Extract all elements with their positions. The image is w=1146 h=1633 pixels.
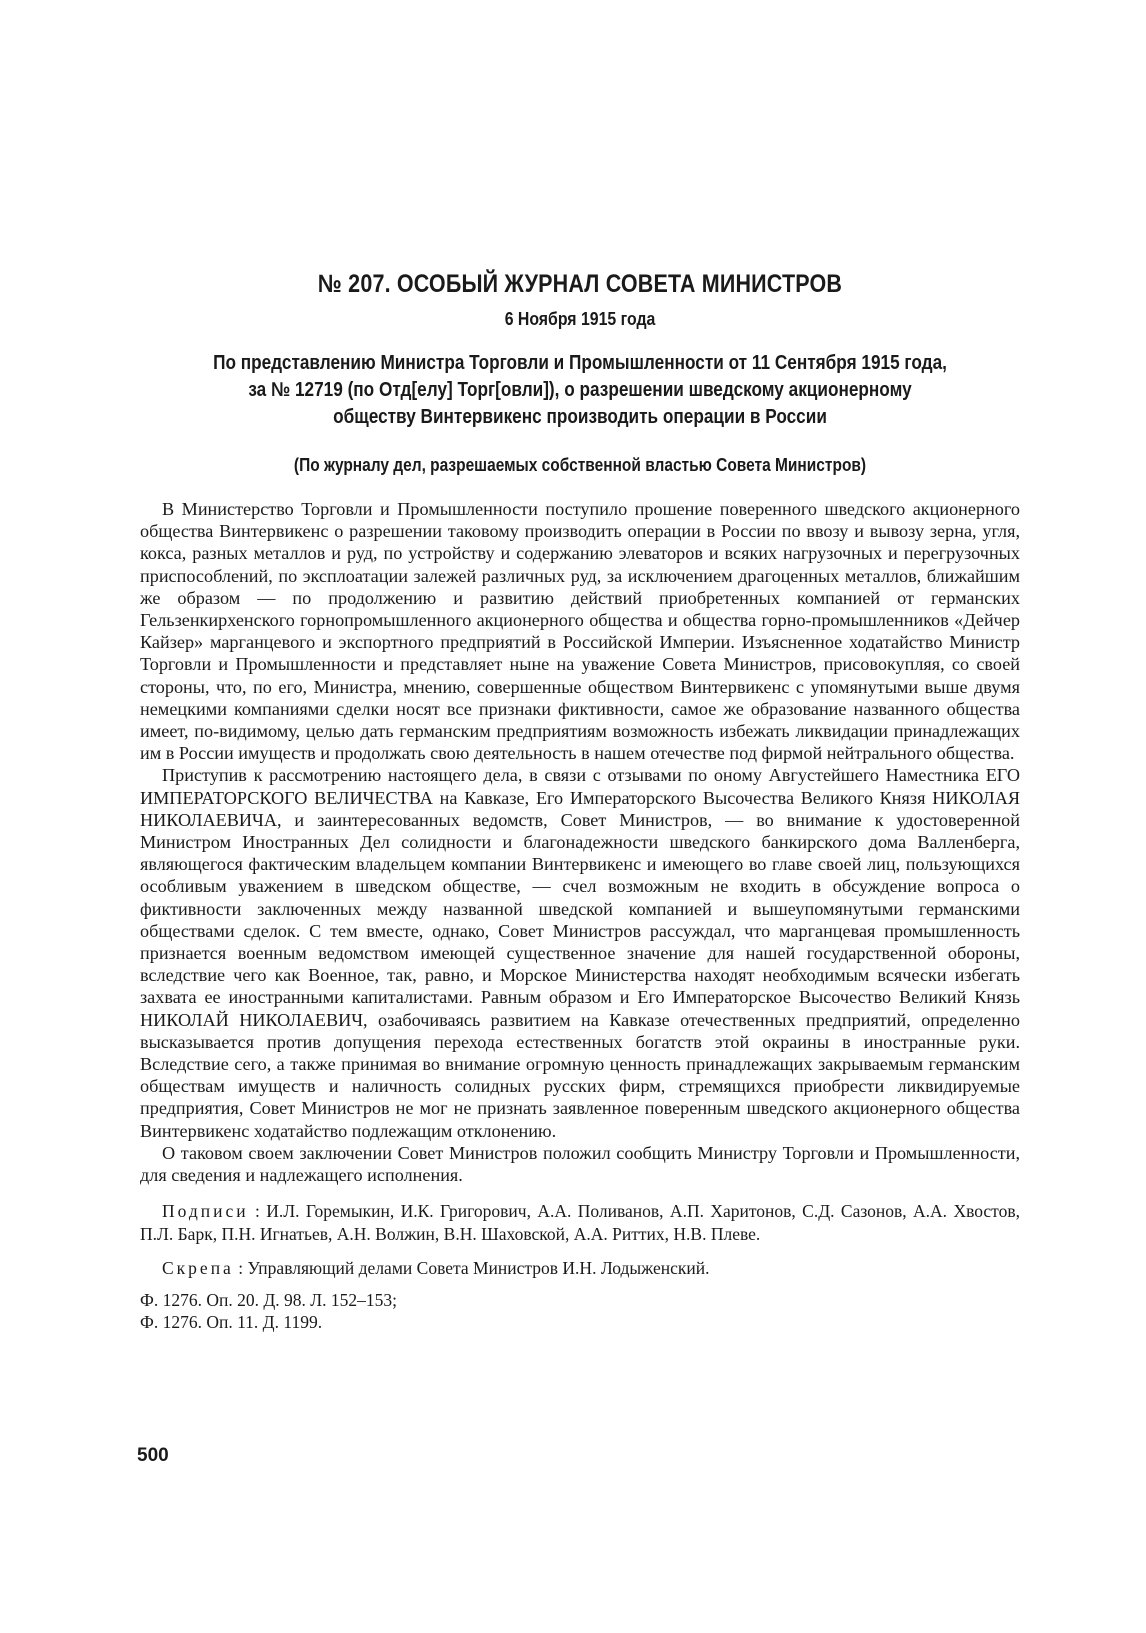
archive-reference: Ф. 1276. Оп. 11. Д. 1199.	[140, 1312, 323, 1333]
countersign	[140, 1258, 1020, 1279]
document-date: 6 Ноября 1915 года	[504, 309, 656, 329]
source-note: (По журналу дел, разрешаемых собственной властью Совета Министров)	[293, 455, 867, 475]
body-text	[140, 498, 1020, 1186]
subject-line: за № 12719 (по Отд[елу] Торг[овли]), о разрешении шведскому акционерному	[248, 379, 912, 401]
document-title: № 207. ОСОБЫЙ ЖУРНАЛ СОВЕТА МИНИСТРОВ	[317, 270, 843, 298]
body-paragraph: Приступив к рассмотрению настоящего дела, в связи с отзывами по оному Августейшего Наместника ЕГО ИМПЕРАТОРСКОГО ВЕЛИЧЕСТВА на Кавказе, Его Императорского Высочества Великого Князя НИКОЛАЯ НИКОЛАЕВИЧА, и заинтересованных ведомств, Совет Министров, — во внимание к удостоверенной Министром Иностранных Дел солидности и благонадежности шведского банкирского дома Валленберга, являющегося фактическим владельцем компании Винтервикенс и имеющего во главе своей лиц, пользующихся особливым уважением в шведском обществе, — счел возможным не входить в обсуждение вопроса о фиктивности заключенных между названной шведской компанией и вышеупомянутыми германскими обществами сделок. С тем вместе, однако, Совет Министров рассуждал, что марганцевая промышленность признается военным ведомством имеющей существенное значение для нашей государственной обороны, вследствие чего как Военное, так, равно, и Морское Министерства находят необходимым всячески избегать захвата ее иностранными капиталистами. Равным образом и Его Императорское Высочество Великий Князь НИКОЛАЙ НИКОЛАЕВИЧ, озабочиваясь развитием на Кавказе отечественных предприятий, определенно высказывается против допущения перехода естественных богатств этой окраины в иностранные руки. Вследствие сего, а также принимая во внимание огромную ценность принадлежащих закрываемым германским обществам имуществ и наличность солидных русских фирм, стремящихся приобрести ликвидируемые предприятия, Совет Министров не мог не признать заявленное поверенным шведского акционерного общества Винтервикенс ходатайство подлежащим отклонению.	[140, 765, 1020, 1141]
signatures-label: Подписи	[162, 1201, 249, 1222]
body-paragraph: В Министерство Торговли и Промышленности поступило прошение поверенного шведского акционерного общества Винтервикенс о разрешении таковому производить операции в России по ввозу и вывозу зерна, угля, кокса, разных металлов и руд, по устройству и содержанию элеваторов и всяких нагрузочных и перегрузочных приспособлений, по эксплоатации залежей различных руд, за исключением драгоценных металлов, ближайшим же образом — по продолжению и развитию действий приобретенных компанией от германских Гельзенкирхенского горнопромышленного акционерного общества и общества горно-промышленников «Дейчер Кайзер» марганцевого и экспортного предприятий в Российской Империи. Изъясненное ходатайство Министр Торговли и Промышленности и представляет ныне на уважение Совета Министров, присовокупляя, со своей стороны, что, по его, Министра, мнению, совершенные обществом Винтервикенс с упомянутыми выше двумя немецкими компаниями сделки носят все признаки фиктивности, самое же образование названного общества имеет, по-видимому, целью дать германским предприятиям возможность избежать ликвидации принадлежащих им в России имуществ и продолжать свою деятельность в нашем отечестве под фирмой нейтрального общества.	[140, 499, 1020, 764]
subject-line: По представлению Министра Торговли и Промышленности от 11 Сентября 1915 года,	[213, 352, 947, 374]
document-page	[140, 270, 1020, 1333]
countersign-text: Управляющий делами Совета Министров И.Н. Лодыженский.	[247, 1258, 710, 1279]
signatures-names: И.Л. Горемыкин, И.К. Григорович, А.А. Поливанов, А.П. Харитонов, С.Д. Сазонов, А.А. Хвостов, П.Л. Барк, П.Н. Игнатьев, А.Н. Волжин, В.Н. Шаховской, А.А. Риттих, Н.В. Плеве.	[140, 1201, 1020, 1245]
countersign-separator: :	[233, 1258, 248, 1279]
signatures-separator: :	[248, 1201, 267, 1222]
countersign-label: Скрепа	[162, 1258, 234, 1279]
archive-references	[140, 1289, 1020, 1333]
page-number: 500	[137, 1445, 169, 1466]
archive-reference: Ф. 1276. Оп. 20. Д. 98. Л. 152–153;	[140, 1290, 397, 1311]
document-subject	[140, 350, 1020, 431]
subject-line: обществу Винтервикенс производить операции в России	[333, 406, 827, 428]
body-paragraph: О таковом своем заключении Совет Министров положил сообщить Министру Торговли и Промышленности, для сведения и надлежащего исполнения.	[140, 1142, 1020, 1186]
signatures	[140, 1200, 1020, 1246]
